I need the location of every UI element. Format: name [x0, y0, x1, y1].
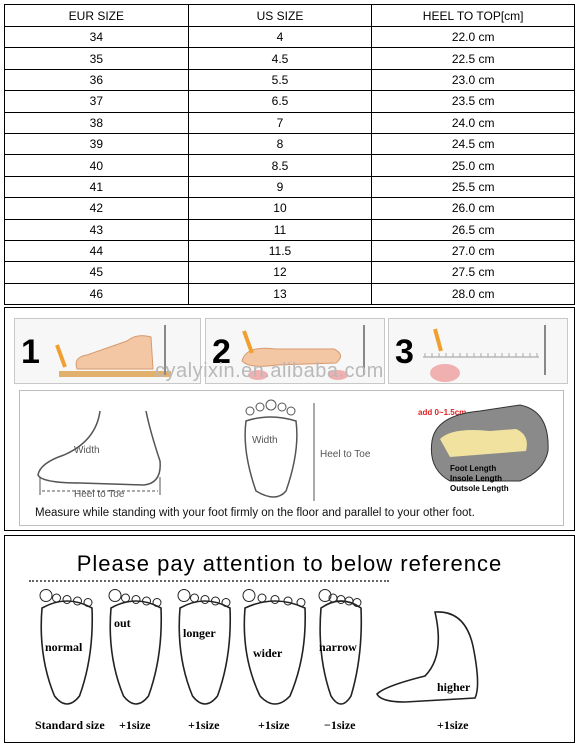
table-row: [5, 155, 575, 176]
eur-size-cell: 37: [5, 91, 189, 112]
footprint-outline: [245, 417, 297, 497]
us-size-cell: 4.5: [188, 48, 372, 69]
eur-size-cell: 39: [5, 133, 189, 154]
heel-to-top-cell: 24.0 cm: [372, 112, 575, 133]
toe-outline: [337, 596, 345, 604]
toe-outline: [109, 590, 121, 602]
size-advice-label: +1size: [119, 718, 151, 732]
table-row: [5, 176, 575, 197]
step-number: 1: [21, 333, 40, 371]
table-row: [5, 283, 575, 304]
diagram1-heel-to-toe-label: Heel to Toe: [74, 489, 125, 500]
size-advice-label: +1size: [437, 718, 469, 732]
toe-outline: [63, 596, 71, 604]
eur-size-cell: 41: [5, 176, 189, 197]
toe-outline: [132, 596, 140, 604]
measure-instructions-panel: [4, 307, 575, 531]
heel-to-top-cell: 27.5 cm: [372, 262, 575, 283]
toe-outline: [258, 594, 266, 602]
table-header-row: [5, 5, 575, 27]
eur-size-cell: 45: [5, 262, 189, 283]
diagram2-heel-to-toe-label: Heel to Toe: [320, 449, 371, 460]
foot-type-label: out: [114, 616, 131, 630]
toe-outline: [201, 596, 209, 604]
eur-size-cell: 40: [5, 155, 189, 176]
diagram1-width-label: Width: [74, 445, 100, 456]
heel-to-top-cell: 24.5 cm: [372, 133, 575, 154]
eur-size-cell: 42: [5, 198, 189, 219]
foot-type-label: wider: [253, 646, 283, 660]
eur-size-cell: 35: [5, 48, 189, 69]
size-chart-table: [4, 4, 575, 305]
size-advice-label: Standard size: [35, 718, 105, 732]
reference-title: Please pay attention to below reference: [76, 551, 503, 576]
eur-size-cell: 34: [5, 27, 189, 48]
foot-type-label: higher: [437, 680, 471, 694]
toe-outline: [40, 590, 52, 602]
heel-to-top-cell: 26.0 cm: [372, 198, 575, 219]
heel-to-top-cell: 25.0 cm: [372, 155, 575, 176]
size-advice-label: +1size: [258, 718, 290, 732]
heel-to-top-cell: 26.5 cm: [372, 219, 575, 240]
us-size-cell: 5.5: [188, 69, 372, 90]
table-row: [5, 240, 575, 261]
table-row: [5, 133, 575, 154]
us-size-cell: 12: [188, 262, 372, 283]
table-body: [5, 27, 575, 305]
add-allowance-label: add 0~1.5cm: [418, 408, 467, 417]
diagrams-svg: [20, 391, 563, 503]
toe-outline: [191, 594, 199, 602]
us-size-cell: 7: [188, 112, 372, 133]
us-size-cell: 11: [188, 219, 372, 240]
foot-type-label: normal: [45, 640, 83, 654]
foot-type-label: narrow: [319, 640, 357, 654]
toe-outline: [243, 590, 255, 602]
us-size-cell: 8: [188, 133, 372, 154]
header-heel-to-top: HEEL TO TOP[cm]: [372, 5, 575, 27]
table-row: [5, 27, 575, 48]
us-size-cell: 11.5: [188, 240, 372, 261]
step-number: 3: [395, 333, 414, 371]
foot-length-label: Foot Length: [450, 464, 497, 473]
table-row: [5, 48, 575, 69]
us-size-cell: 10: [188, 198, 372, 219]
heel-to-top-cell: 22.5 cm: [372, 48, 575, 69]
heel-to-top-cell: 23.0 cm: [372, 69, 575, 90]
eur-size-cell: 44: [5, 240, 189, 261]
table-row: [5, 91, 575, 112]
heel-to-top-cell: 28.0 cm: [372, 283, 575, 304]
header-eur-size: EUR SIZE: [5, 5, 189, 27]
ruler-illustration: [389, 319, 567, 383]
size-advice-label: −1size: [324, 718, 356, 732]
toe-outline: [53, 594, 61, 602]
heel-to-top-cell: 23.5 cm: [372, 91, 575, 112]
measurement-diagrams: [19, 390, 564, 526]
table-row: [5, 262, 575, 283]
diagram2-width-label: Width: [252, 435, 278, 446]
us-size-cell: 6.5: [188, 91, 372, 112]
us-size-cell: 8.5: [188, 155, 372, 176]
reference-panel: [4, 535, 575, 743]
insole-length-label: Insole Length: [450, 474, 502, 483]
watermark: cyalyixin.en.alibaba.com: [155, 360, 384, 382]
eur-size-cell: 43: [5, 219, 189, 240]
us-size-cell: 13: [188, 283, 372, 304]
us-size-cell: 4: [188, 27, 372, 48]
table-row: [5, 69, 575, 90]
size-advice-label: +1size: [188, 718, 220, 732]
reference-feet-svg: [5, 536, 574, 742]
toe-outline: [178, 590, 190, 602]
heel-to-top-cell: 27.0 cm: [372, 240, 575, 261]
heel-to-top-cell: 22.0 cm: [372, 27, 575, 48]
toe-outline: [271, 596, 279, 604]
outsole-length-label: Outsole Length: [450, 484, 509, 493]
table-row: [5, 219, 575, 240]
step-number: 2: [212, 333, 231, 371]
step-3-card: [388, 318, 568, 384]
us-size-cell: 9: [188, 176, 372, 197]
header-us-size: US SIZE: [188, 5, 372, 27]
toe-outline: [122, 594, 130, 602]
table-row: [5, 112, 575, 133]
measure-note: Measure while standing with your foot firmly on the floor and parallel to your other foot.: [35, 507, 475, 519]
toe-outline: [297, 599, 305, 607]
table-row: [5, 198, 575, 219]
eur-size-cell: 36: [5, 69, 189, 90]
eur-size-cell: 38: [5, 112, 189, 133]
foot-type-label: longer: [183, 626, 216, 640]
eur-size-cell: 46: [5, 283, 189, 304]
foot-outline: [179, 601, 230, 704]
heel-to-top-cell: 25.5 cm: [372, 176, 575, 197]
